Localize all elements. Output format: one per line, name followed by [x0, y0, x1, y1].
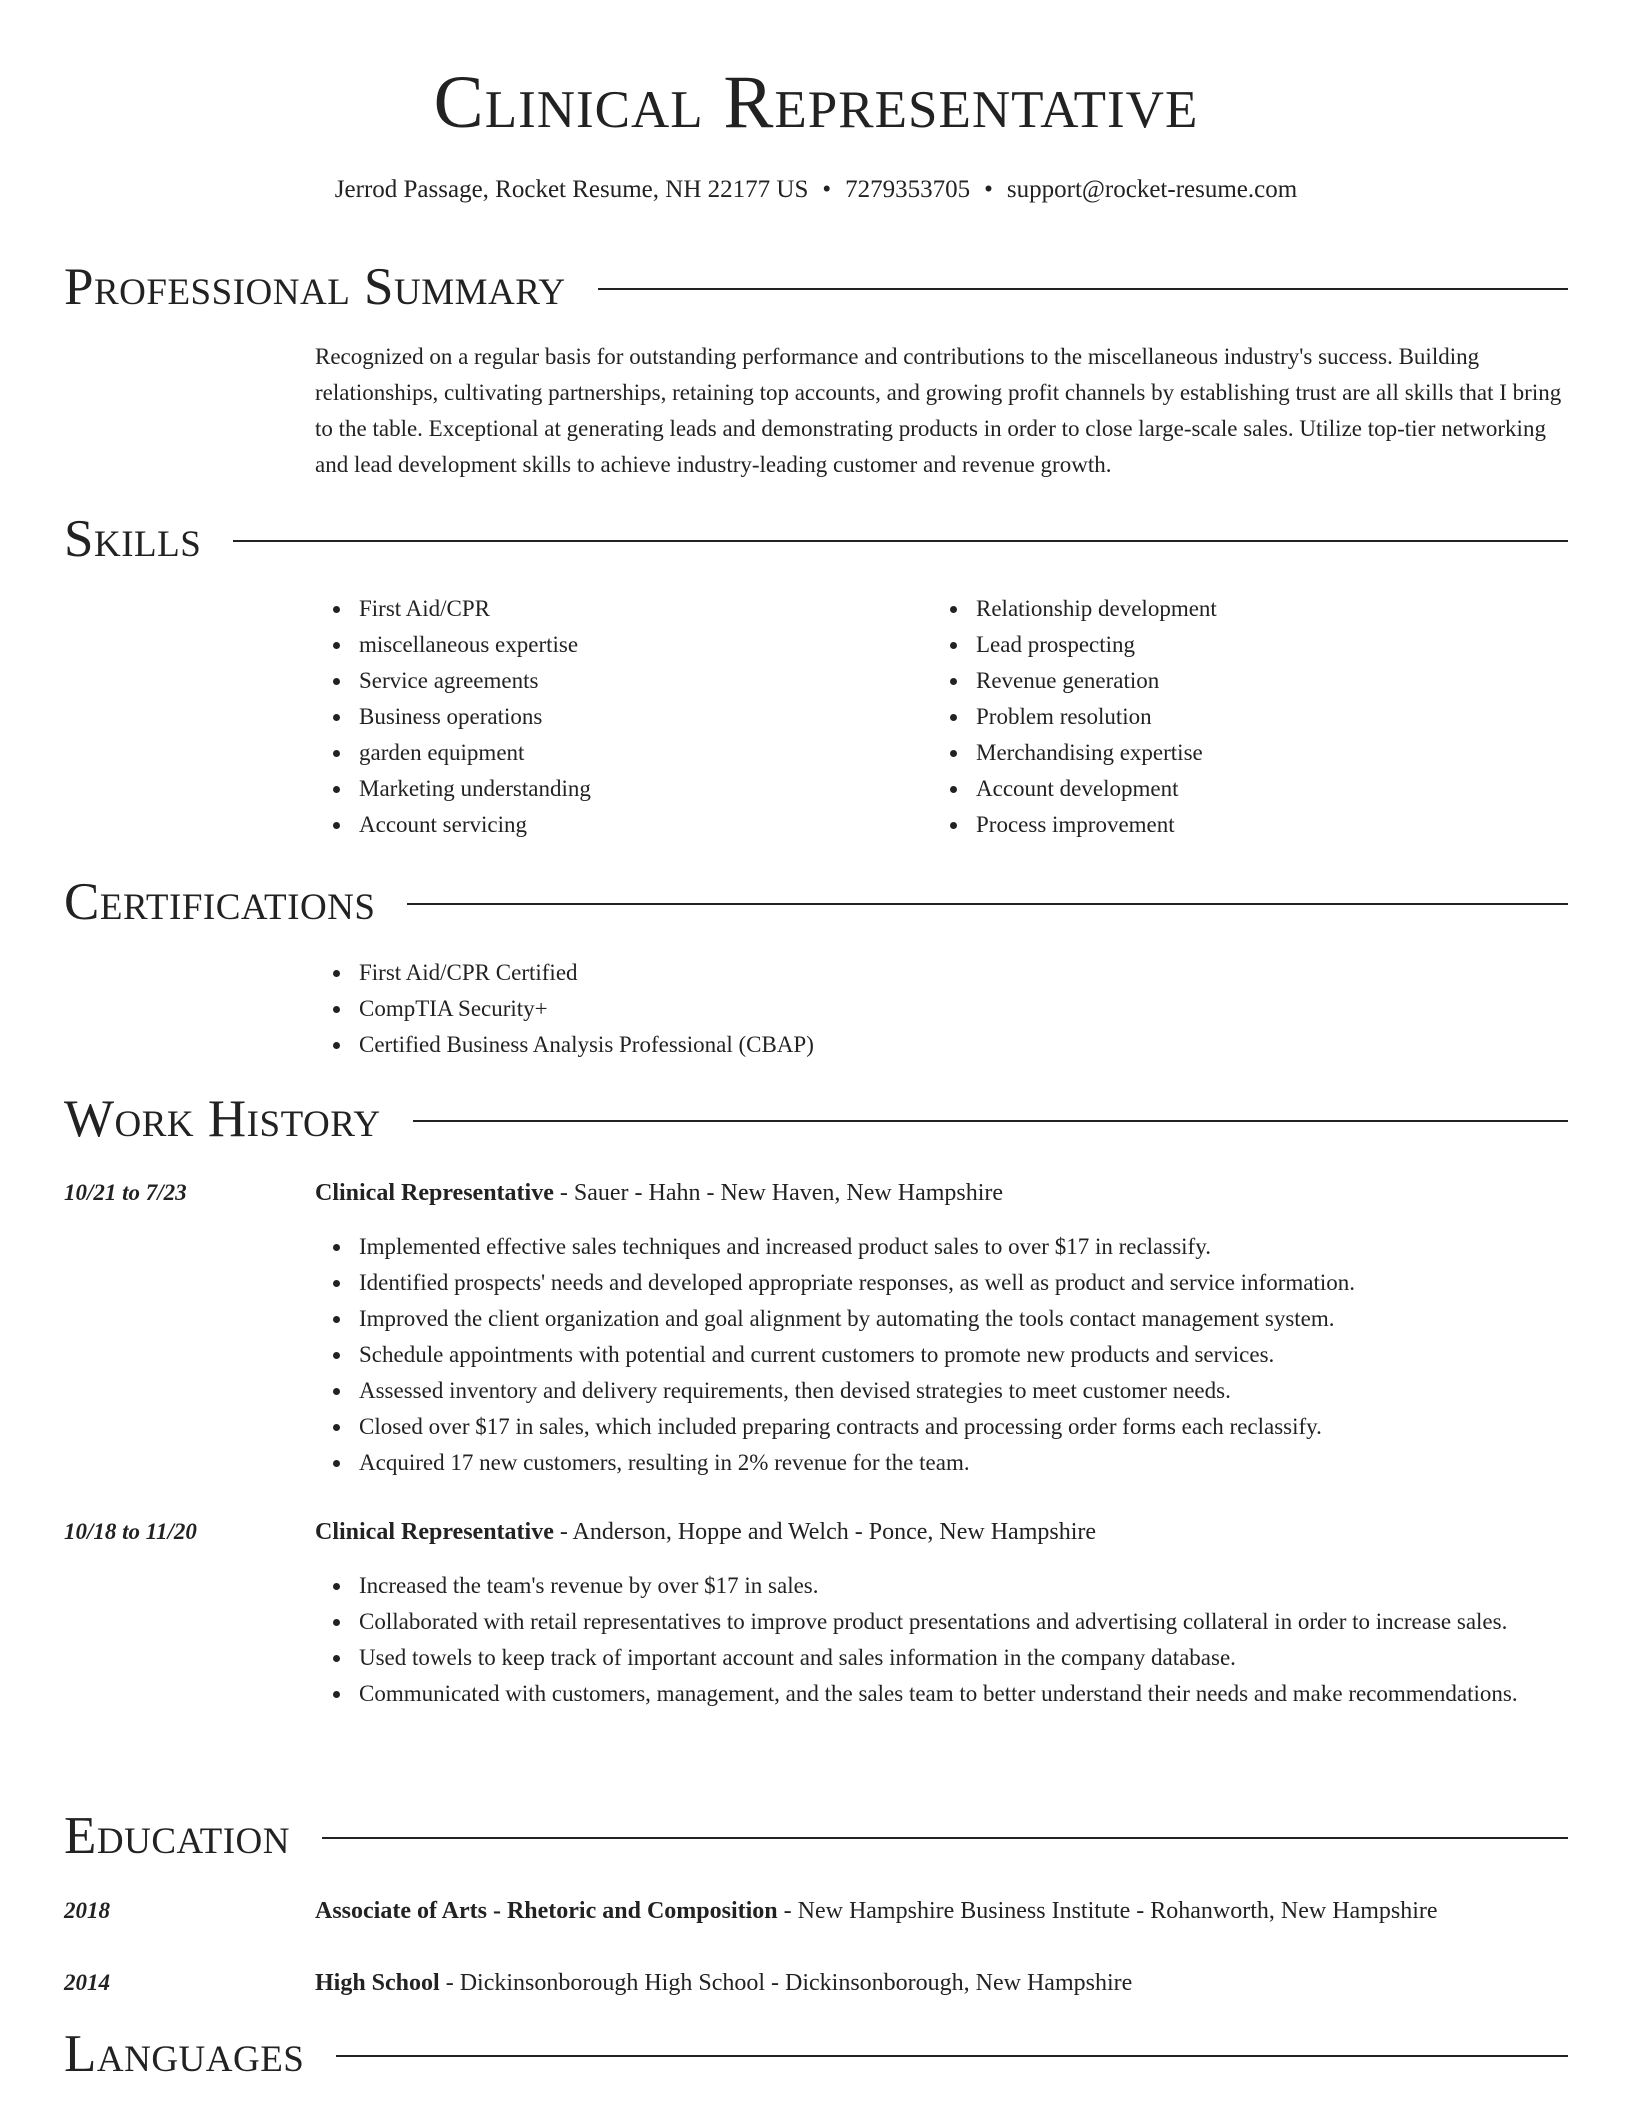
job-bullet: Used towels to keep track of important account and sales information in the company database. [359, 1640, 1568, 1676]
job-bullet: Assessed inventory and delivery requirements, then devised strategies to meet customer needs. [359, 1373, 1568, 1409]
education-degree: Associate of Arts - Rhetoric and Composition [315, 1898, 778, 1924]
job-title: Clinical Representative [315, 1519, 554, 1545]
skills-column-right [932, 591, 1572, 843]
job-bullet: Schedule appointments with potential and current customers to promote new products and services. [359, 1337, 1568, 1373]
section-divider [322, 1837, 1568, 1839]
contact-separator: • [822, 176, 832, 203]
skills-column-left [315, 591, 915, 843]
job-bullet: Identified prospects' needs and developed appropriate responses, as well as product and service information. [359, 1265, 1568, 1301]
education-school: - Dickinsonborough High School - Dickinsonborough, New Hampshire [439, 1970, 1133, 1996]
section-title-skills: Skills [64, 510, 202, 568]
certification-item: Certified Business Analysis Professional (CBAP) [359, 1027, 1568, 1063]
section-divider [407, 903, 1568, 905]
summary-text: Recognized on a regular basis for outstanding performance and contributions to the miscellaneous industry's success. Building relationships, cultivating partnerships, retaining top accounts, and growing profit channels by establishing trust are all skills that I bring to the table. Exceptional at generating leads and demonstrating products in order to close large-scale sales. Utilize top-tier networking and lead development skills to achieve industry-leading customer and revenue growth. [315, 344, 1562, 477]
education-year: 2018 [64, 1898, 110, 1923]
certification-item: First Aid/CPR Certified [359, 955, 1568, 991]
education-school: - New Hampshire Business Institute - Rohanworth, New Hampshire [777, 1898, 1438, 1924]
section-title-languages: Languages [64, 2025, 305, 2083]
skill-item: Account servicing [359, 807, 915, 843]
section-header-work [64, 1089, 1568, 1149]
contact-separator: • [984, 176, 993, 203]
skill-item: First Aid/CPR [359, 591, 915, 627]
job-dates: 10/18 to 11/20 [64, 1519, 197, 1544]
skill-item: Service agreements [359, 663, 915, 699]
certifications-list [315, 955, 1568, 1063]
job-bullets [315, 1229, 1568, 1481]
contact-email[interactable]: support@rocket-resume.com [1006, 176, 1298, 203]
section-divider [413, 1120, 1568, 1122]
section-divider [336, 2055, 1568, 2057]
skill-item: Relationship development [976, 591, 1572, 627]
job-employer: - Sauer - Hahn - New Haven, New Hampshire [553, 1180, 1004, 1206]
contact-address: Jerrod Passage, Rocket Resume, NH 22177 US [334, 176, 809, 203]
education-entry [315, 1893, 1592, 1929]
section-divider [233, 540, 1568, 542]
section-divider [598, 288, 1568, 290]
contact-line [0, 173, 1632, 207]
education-year: 2014 [64, 1970, 110, 1995]
skill-item: garden equipment [359, 735, 915, 771]
section-header-languages [64, 2024, 1568, 2084]
education-entry [315, 1965, 1592, 2001]
section-header-summary [64, 257, 1568, 317]
certification-item: CompTIA Security+ [359, 991, 1568, 1027]
section-title-education: Education [64, 1807, 290, 1865]
job-bullet: Acquired 17 new customers, resulting in 2% revenue for the team. [359, 1445, 1568, 1481]
job-bullet: Collaborated with retail representatives to improve product presentations and advertising collateral in order to increase sales. [359, 1604, 1568, 1640]
skill-item: Account development [976, 771, 1572, 807]
job-title: Clinical Representative [315, 1180, 554, 1206]
section-header-skills [64, 509, 1568, 569]
skill-item: miscellaneous expertise [359, 627, 915, 663]
skill-item: Revenue generation [976, 663, 1572, 699]
section-header-education [64, 1806, 1568, 1866]
skill-item: Marketing understanding [359, 771, 915, 807]
job-bullets [315, 1568, 1568, 1712]
candidate-name: Clinical Representative [433, 61, 1199, 144]
job-heading [315, 1514, 1592, 1550]
skill-item: Merchandising expertise [976, 735, 1572, 771]
section-title-certifications: Certifications [64, 873, 376, 931]
job-bullet: Closed over $17 in sales, which included preparing contracts and processing order forms each reclassify. [359, 1409, 1568, 1445]
education-degree: High School [315, 1970, 440, 1996]
skill-item: Business operations [359, 699, 915, 735]
job-bullet: Increased the team's revenue by over $17 in sales. [359, 1568, 1568, 1604]
job-employer: - Anderson, Hoppe and Welch - Ponce, New Hampshire [553, 1519, 1097, 1545]
job-heading [315, 1175, 1592, 1211]
skill-item: Lead prospecting [976, 627, 1572, 663]
job-bullet: Communicated with customers, management, and the sales team to better understand their needs and make recommendations. [359, 1676, 1568, 1712]
job-bullet: Implemented effective sales techniques and increased product sales to over $17 in reclassify. [359, 1229, 1568, 1265]
section-title-work: Work History [64, 1090, 381, 1148]
contact-phone: 7279353705 [845, 176, 971, 203]
skill-item: Problem resolution [976, 699, 1572, 735]
skill-item: Process improvement [976, 807, 1572, 843]
section-title-summary: Professional Summary [64, 258, 566, 316]
job-bullet: Improved the client organization and goal alignment by automating the tools contact management system. [359, 1301, 1568, 1337]
job-dates: 10/21 to 7/23 [64, 1180, 187, 1205]
section-header-certifications [64, 872, 1568, 932]
